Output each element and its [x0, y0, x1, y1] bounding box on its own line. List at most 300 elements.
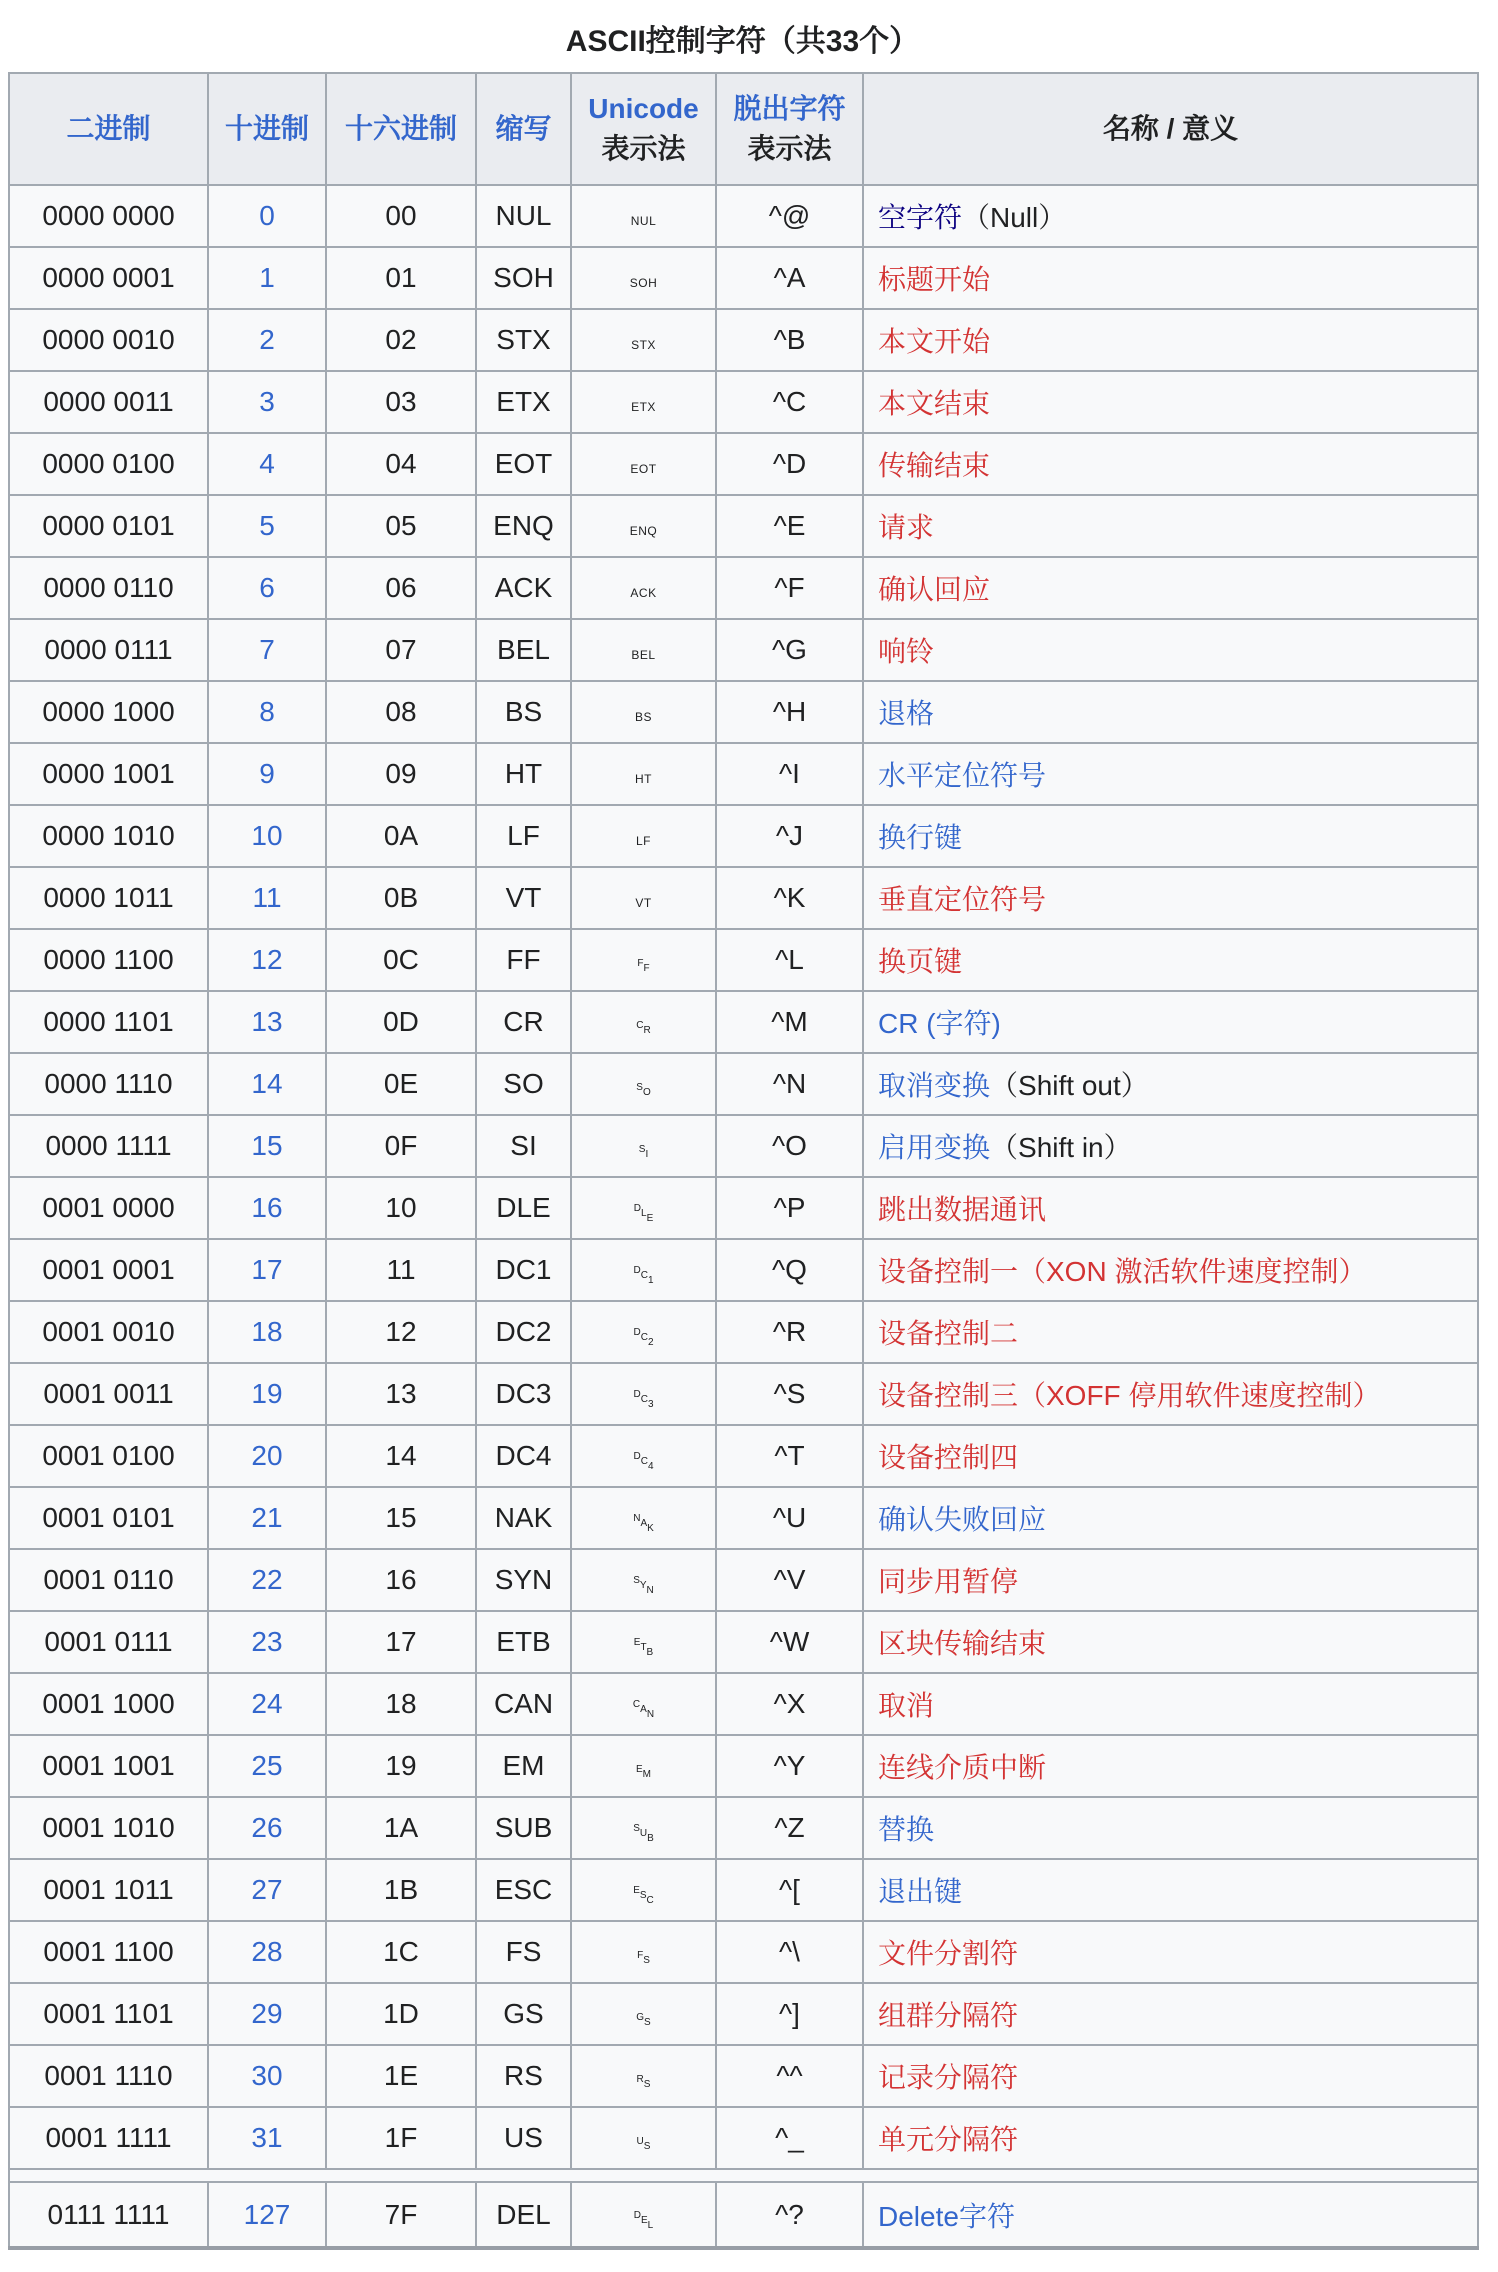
table-row [9, 1053, 1478, 1115]
hex-cell: 02 [326, 309, 476, 371]
decimal-link[interactable]: 6 [259, 572, 275, 603]
name-link[interactable]: 请求 [878, 512, 935, 543]
abbr-cell: CAN [476, 1673, 571, 1735]
abbr-cell: EOT [476, 433, 571, 495]
decimal-cell [208, 1487, 326, 1549]
decimal-link[interactable]: 16 [251, 1192, 283, 1223]
name-cell [863, 1549, 1478, 1611]
decimal-cell [208, 495, 326, 557]
binary-cell: 0001 1111 [9, 2107, 208, 2169]
hex-cell: 1A [326, 1797, 476, 1859]
unicode-glyph: LF [635, 834, 651, 848]
decimal-cell [208, 1301, 326, 1363]
binary-cell: 0000 1100 [9, 929, 208, 991]
escape-cell: ^? [716, 2182, 863, 2248]
decimal-link[interactable]: 11 [252, 882, 282, 913]
abbr-cell: ETX [476, 371, 571, 433]
binary-cell: 0001 0111 [9, 1611, 208, 1673]
hex-cell: 0D [326, 991, 476, 1053]
ascii-table-body [9, 185, 1478, 2248]
unicode-glyph: ACK [630, 586, 657, 600]
name-link[interactable]: 退格 [878, 698, 935, 729]
name-cell [863, 681, 1478, 743]
unicode-glyph-cell [571, 1487, 716, 1549]
hex-cell: 04 [326, 433, 476, 495]
hex-cell: 1D [326, 1983, 476, 2045]
name-link[interactable]: 区块传输结束 [878, 1628, 1047, 1659]
header-row [9, 73, 1478, 185]
unicode-glyph: RS [636, 2074, 651, 2090]
table-row [9, 557, 1478, 619]
abbr-cell: US [476, 2107, 571, 2169]
unicode-glyph: SO [636, 1082, 651, 1098]
hex-cell: 7F [326, 2182, 476, 2248]
abbr-cell: NAK [476, 1487, 571, 1549]
binary-cell: 0001 1000 [9, 1673, 208, 1735]
binary-cell: 0000 0111 [9, 619, 208, 681]
decimal-cell [208, 1611, 326, 1673]
hex-cell: 0B [326, 867, 476, 929]
unicode-glyph: CAN [632, 1699, 655, 1720]
hex-cell: 03 [326, 371, 476, 433]
binary-header-link[interactable]: 二进制 [66, 113, 151, 144]
name-text: （Shift out） [990, 1070, 1149, 1101]
decimal-link[interactable]: 13 [251, 1006, 283, 1037]
name-cell [863, 1735, 1478, 1797]
unicode-glyph-cell [571, 1301, 716, 1363]
decimal-link[interactable]: 9 [259, 758, 275, 789]
decimal-link[interactable]: 25 [251, 1750, 283, 1781]
abbr-cell: ESC [476, 1859, 571, 1921]
name-cell [863, 185, 1478, 247]
hex-cell: 15 [326, 1487, 476, 1549]
escape-cell: ^A [716, 247, 863, 309]
abbr-cell: ACK [476, 557, 571, 619]
unicode-glyph: ETB [633, 1637, 654, 1658]
name-link[interactable]: 设备控制三（XOFF 停用软件速度控制） [878, 1380, 1381, 1411]
decimal-link[interactable]: 19 [251, 1378, 283, 1409]
decimal-link[interactable]: 3 [259, 386, 275, 417]
unicode-glyph: DEL [633, 2209, 654, 2231]
abbr-cell: BS [476, 681, 571, 743]
hex-header-link[interactable]: 十六进制 [344, 113, 457, 144]
name-cell [863, 371, 1478, 433]
unicode-glyph-cell [571, 1921, 716, 1983]
abbr-cell: RS [476, 2045, 571, 2107]
name-link[interactable]: 确认失败回应 [878, 1504, 1047, 1535]
hex-cell: 14 [326, 1425, 476, 1487]
binary-cell: 0001 1101 [9, 1983, 208, 2045]
unicode-glyph-cell [571, 619, 716, 681]
unicode-glyph: SYN [633, 1575, 654, 1596]
binary-cell: 0000 1110 [9, 1053, 208, 1115]
name-link[interactable]: 设备控制四 [878, 1442, 1019, 1473]
abbr-cell: NUL [476, 185, 571, 247]
col-header-decimal [208, 73, 326, 185]
col-header-unicode [571, 73, 716, 185]
hex-cell: 00 [326, 185, 476, 247]
decimal-link[interactable]: 18 [251, 1316, 283, 1347]
abbr-cell: SO [476, 1053, 571, 1115]
decimal-link[interactable]: 23 [251, 1626, 283, 1657]
hex-cell: 1F [326, 2107, 476, 2169]
table-row [9, 743, 1478, 805]
decimal-link[interactable]: 27 [251, 1874, 283, 1905]
abbr-cell: SI [476, 1115, 571, 1177]
decimal-link[interactable]: 24 [251, 1688, 283, 1719]
unicode-glyph-cell [571, 1673, 716, 1735]
hex-cell: 12 [326, 1301, 476, 1363]
abbr-cell: CR [476, 991, 571, 1053]
decimal-link[interactable]: 15 [251, 1130, 283, 1161]
unicode-glyph: DC3 [633, 1389, 654, 1410]
name-link[interactable]: 换行键 [878, 822, 963, 853]
binary-cell: 0000 1000 [9, 681, 208, 743]
escape-cell: ^_ [716, 2107, 863, 2169]
escape-cell: ^V [716, 1549, 863, 1611]
unicode-glyph: FS [637, 1950, 650, 1966]
decimal-header-link[interactable]: 十进制 [224, 113, 309, 144]
decimal-link[interactable]: 10 [251, 820, 283, 851]
abbr-cell: DC2 [476, 1301, 571, 1363]
decimal-link[interactable]: 8 [259, 696, 275, 727]
table-row [9, 805, 1478, 867]
decimal-link[interactable]: 22 [251, 1564, 283, 1595]
escape-cell: ^L [716, 929, 863, 991]
abbr-cell: ENQ [476, 495, 571, 557]
name-link[interactable]: 退出键 [878, 1876, 963, 1907]
decimal-link[interactable]: 7 [259, 634, 275, 665]
hex-cell: 1E [326, 2045, 476, 2107]
abbr-cell: STX [476, 309, 571, 371]
decimal-link[interactable]: 17 [251, 1254, 283, 1285]
name-text: （Null） [962, 202, 1067, 233]
decimal-link[interactable]: 1 [259, 262, 275, 293]
hex-cell: 08 [326, 681, 476, 743]
hex-cell: 11 [326, 1239, 476, 1301]
unicode-glyph-cell [571, 867, 716, 929]
name-cell [863, 1673, 1478, 1735]
escape-cell: ^S [716, 1363, 863, 1425]
decimal-cell [208, 1177, 326, 1239]
name-header-label: 名称 / 意义 [1102, 113, 1239, 144]
spacer-row [9, 2169, 1478, 2182]
escape-cell: ^W [716, 1611, 863, 1673]
decimal-cell [208, 867, 326, 929]
unicode-glyph: US [636, 2136, 651, 2152]
decimal-cell [208, 247, 326, 309]
table-row [9, 1983, 1478, 2045]
escape-cell: ^C [716, 371, 863, 433]
decimal-link[interactable]: 26 [251, 1812, 283, 1843]
escape-cell: ^] [716, 1983, 863, 2045]
name-link[interactable]: 替换 [878, 1814, 935, 1845]
unicode-header-link[interactable]: Unicode [588, 93, 699, 124]
name-link[interactable]: 确认回应 [878, 574, 991, 605]
unicode-glyph-cell [571, 247, 716, 309]
decimal-link[interactable]: 5 [259, 510, 275, 541]
escape-cell: ^Y [716, 1735, 863, 1797]
name-cell [863, 309, 1478, 371]
unicode-glyph-cell [571, 805, 716, 867]
unicode-glyph-cell [571, 1115, 716, 1177]
name-cell [863, 2107, 1478, 2169]
name-link[interactable]: 启用变换 [878, 1132, 991, 1163]
decimal-cell [208, 2045, 326, 2107]
unicode-glyph-cell [571, 1363, 716, 1425]
table-row [9, 247, 1478, 309]
name-cell [863, 1983, 1478, 2045]
abbr-cell: DC1 [476, 1239, 571, 1301]
decimal-link[interactable]: 2 [259, 324, 275, 355]
table-row [9, 1115, 1478, 1177]
abbr-cell: SOH [476, 247, 571, 309]
decimal-cell [208, 433, 326, 495]
name-link[interactable]: 连线介质中断 [878, 1752, 1047, 1783]
decimal-cell [208, 309, 326, 371]
unicode-glyph: EOT [630, 462, 657, 476]
unicode-glyph-cell [571, 433, 716, 495]
unicode-glyph-cell [571, 929, 716, 991]
unicode-glyph: STX [631, 338, 656, 352]
decimal-link[interactable]: 30 [251, 2060, 283, 2091]
abbr-cell: SUB [476, 1797, 571, 1859]
escape-cell: ^R [716, 1301, 863, 1363]
table-row [9, 1611, 1478, 1673]
name-cell [863, 743, 1478, 805]
binary-cell: 0001 0101 [9, 1487, 208, 1549]
escape-cell: ^E [716, 495, 863, 557]
escape-cell: ^N [716, 1053, 863, 1115]
name-cell [863, 1115, 1478, 1177]
name-cell [863, 991, 1478, 1053]
name-cell [863, 1239, 1478, 1301]
decimal-link[interactable]: 0 [259, 200, 275, 231]
binary-cell: 0001 1001 [9, 1735, 208, 1797]
name-cell [863, 1487, 1478, 1549]
table-row [9, 2045, 1478, 2107]
table-row [9, 309, 1478, 371]
escape-cell: ^O [716, 1115, 863, 1177]
binary-cell: 0000 1011 [9, 867, 208, 929]
col-header-binary [9, 73, 208, 185]
name-cell [863, 867, 1478, 929]
unicode-glyph: CR [636, 1020, 651, 1036]
escape-cell: ^J [716, 805, 863, 867]
abbr-cell: EM [476, 1735, 571, 1797]
hex-cell: 18 [326, 1673, 476, 1735]
hex-cell: 16 [326, 1549, 476, 1611]
escape-cell: ^D [716, 433, 863, 495]
decimal-cell [208, 619, 326, 681]
name-link[interactable]: 取消变换 [878, 1070, 991, 1101]
abbr-cell: GS [476, 1983, 571, 2045]
table-title: ASCII控制字符（共33个） [565, 25, 920, 58]
col-header-name [863, 73, 1478, 185]
name-link[interactable]: Delete字符 [878, 2200, 1015, 2232]
abbr-cell: HT [476, 743, 571, 805]
table-row [9, 1363, 1478, 1425]
binary-cell: 0001 0001 [9, 1239, 208, 1301]
name-link[interactable]: CR (字符) [878, 1008, 1001, 1039]
abbr-cell: FS [476, 1921, 571, 1983]
binary-cell: 0001 0010 [9, 1301, 208, 1363]
decimal-cell [208, 1735, 326, 1797]
binary-cell: 0001 0011 [9, 1363, 208, 1425]
hex-cell: 10 [326, 1177, 476, 1239]
decimal-link[interactable]: 20 [251, 1440, 283, 1471]
name-link[interactable]: 文件分割符 [878, 1938, 1019, 1969]
name-link[interactable]: 设备控制一（XON 激活软件速度控制） [878, 1256, 1367, 1287]
decimal-cell [208, 1797, 326, 1859]
escape-cell: ^K [716, 867, 863, 929]
decimal-cell [208, 1859, 326, 1921]
name-link[interactable]: 跳出数据通讯 [878, 1194, 1047, 1225]
table-row [9, 1487, 1478, 1549]
table-row [9, 1673, 1478, 1735]
unicode-glyph: SI [638, 1144, 649, 1160]
name-cell [863, 1611, 1478, 1673]
unicode-glyph: HT [635, 772, 652, 786]
escape-cell: ^G [716, 619, 863, 681]
name-link[interactable]: 传输结束 [878, 450, 991, 481]
unicode-glyph-cell [571, 2182, 716, 2248]
decimal-link[interactable]: 4 [259, 448, 275, 479]
decimal-cell [208, 1983, 326, 2045]
hex-cell: 13 [326, 1363, 476, 1425]
unicode-glyph-cell [571, 185, 716, 247]
name-link[interactable]: 组群分隔符 [878, 2000, 1019, 2031]
escape-header-link[interactable]: 脱出字符 [733, 93, 846, 124]
unicode-glyph: EM [635, 1764, 651, 1780]
name-link[interactable]: 空字符 [878, 202, 963, 233]
name-link[interactable]: 同步用暂停 [878, 1566, 1019, 1597]
name-link[interactable]: 记录分隔符 [878, 2062, 1019, 2093]
name-link[interactable]: 取消 [878, 1690, 935, 1721]
binary-cell: 0000 1010 [9, 805, 208, 867]
name-cell [863, 1859, 1478, 1921]
unicode-glyph: GS [636, 2012, 651, 2028]
table-row [9, 1549, 1478, 1611]
unicode-glyph-cell [571, 495, 716, 557]
hex-cell: 1C [326, 1921, 476, 1983]
hex-cell: 1B [326, 1859, 476, 1921]
name-link[interactable]: 垂直定位符号 [878, 884, 1047, 915]
hex-cell: 05 [326, 495, 476, 557]
decimal-link[interactable]: 127 [243, 2198, 291, 2230]
unicode-glyph-cell [571, 681, 716, 743]
decimal-cell [208, 2182, 326, 2248]
name-link[interactable]: 标题开始 [878, 264, 991, 295]
abbr-cell: ETB [476, 1611, 571, 1673]
table-row [9, 1797, 1478, 1859]
spacer-cell [9, 2169, 1478, 2182]
binary-cell: 0000 1111 [9, 1115, 208, 1177]
unicode-glyph-cell [571, 1425, 716, 1487]
decimal-cell [208, 929, 326, 991]
name-link[interactable]: 换页键 [878, 946, 963, 977]
escape-cell: ^U [716, 1487, 863, 1549]
col-header-hex [326, 73, 476, 185]
name-link[interactable]: 本文结束 [878, 388, 991, 419]
table-row [9, 1921, 1478, 1983]
unicode-glyph-cell [571, 2045, 716, 2107]
decimal-cell [208, 1549, 326, 1611]
name-link[interactable]: 单元分隔符 [878, 2124, 1019, 2155]
table-row [9, 867, 1478, 929]
unicode-glyph: DC2 [633, 1327, 654, 1348]
escape-cell: ^F [716, 557, 863, 619]
table-row [9, 1425, 1478, 1487]
binary-cell: 0001 1100 [9, 1921, 208, 1983]
decimal-link[interactable]: 29 [251, 1998, 283, 2029]
escape-cell: ^P [716, 1177, 863, 1239]
binary-cell: 0000 1101 [9, 991, 208, 1053]
name-cell [863, 805, 1478, 867]
decimal-link[interactable]: 31 [251, 2122, 283, 2153]
decimal-cell [208, 371, 326, 433]
unicode-glyph-cell [571, 1797, 716, 1859]
name-link[interactable]: 水平定位符号 [878, 760, 1047, 791]
binary-cell: 0000 0000 [9, 185, 208, 247]
decimal-link[interactable]: 28 [251, 1936, 283, 1967]
name-link[interactable]: 响铃 [878, 636, 935, 667]
abbr-header-link[interactable]: 缩写 [495, 113, 552, 144]
binary-cell: 0001 1011 [9, 1859, 208, 1921]
unicode-glyph-cell [571, 1735, 716, 1797]
decimal-cell [208, 557, 326, 619]
decimal-link[interactable]: 14 [251, 1068, 283, 1099]
escape-cell: ^Z [716, 1797, 863, 1859]
unicode-glyph-cell [571, 1053, 716, 1115]
hex-cell: 0E [326, 1053, 476, 1115]
decimal-cell [208, 991, 326, 1053]
decimal-cell [208, 743, 326, 805]
hex-cell: 06 [326, 557, 476, 619]
hex-cell: 19 [326, 1735, 476, 1797]
decimal-cell [208, 2107, 326, 2169]
binary-cell: 0111 1111 [9, 2182, 208, 2248]
name-link[interactable]: 设备控制二 [878, 1318, 1019, 1349]
decimal-link[interactable]: 12 [251, 944, 283, 975]
escape-cell: ^I [716, 743, 863, 805]
unicode-glyph: ETX [631, 400, 656, 414]
table-row [9, 371, 1478, 433]
escape-cell: ^X [716, 1673, 863, 1735]
abbr-cell: BEL [476, 619, 571, 681]
binary-cell: 0000 0100 [9, 433, 208, 495]
table-row [9, 1301, 1478, 1363]
abbr-cell: LF [476, 805, 571, 867]
decimal-cell [208, 1363, 326, 1425]
decimal-cell [208, 681, 326, 743]
unicode-glyph-cell [571, 991, 716, 1053]
hex-cell: 17 [326, 1611, 476, 1673]
name-cell [863, 1301, 1478, 1363]
unicode-glyph: BEL [631, 648, 656, 662]
unicode-glyph-cell [571, 371, 716, 433]
name-cell [863, 2182, 1478, 2248]
name-link[interactable]: 本文开始 [878, 326, 991, 357]
binary-cell: 0001 0110 [9, 1549, 208, 1611]
decimal-link[interactable]: 21 [251, 1502, 283, 1533]
table-row [9, 2107, 1478, 2169]
name-cell [863, 433, 1478, 495]
name-cell [863, 1053, 1478, 1115]
escape-cell: ^@ [716, 185, 863, 247]
col-header-escape [716, 73, 863, 185]
binary-cell: 0000 0011 [9, 371, 208, 433]
